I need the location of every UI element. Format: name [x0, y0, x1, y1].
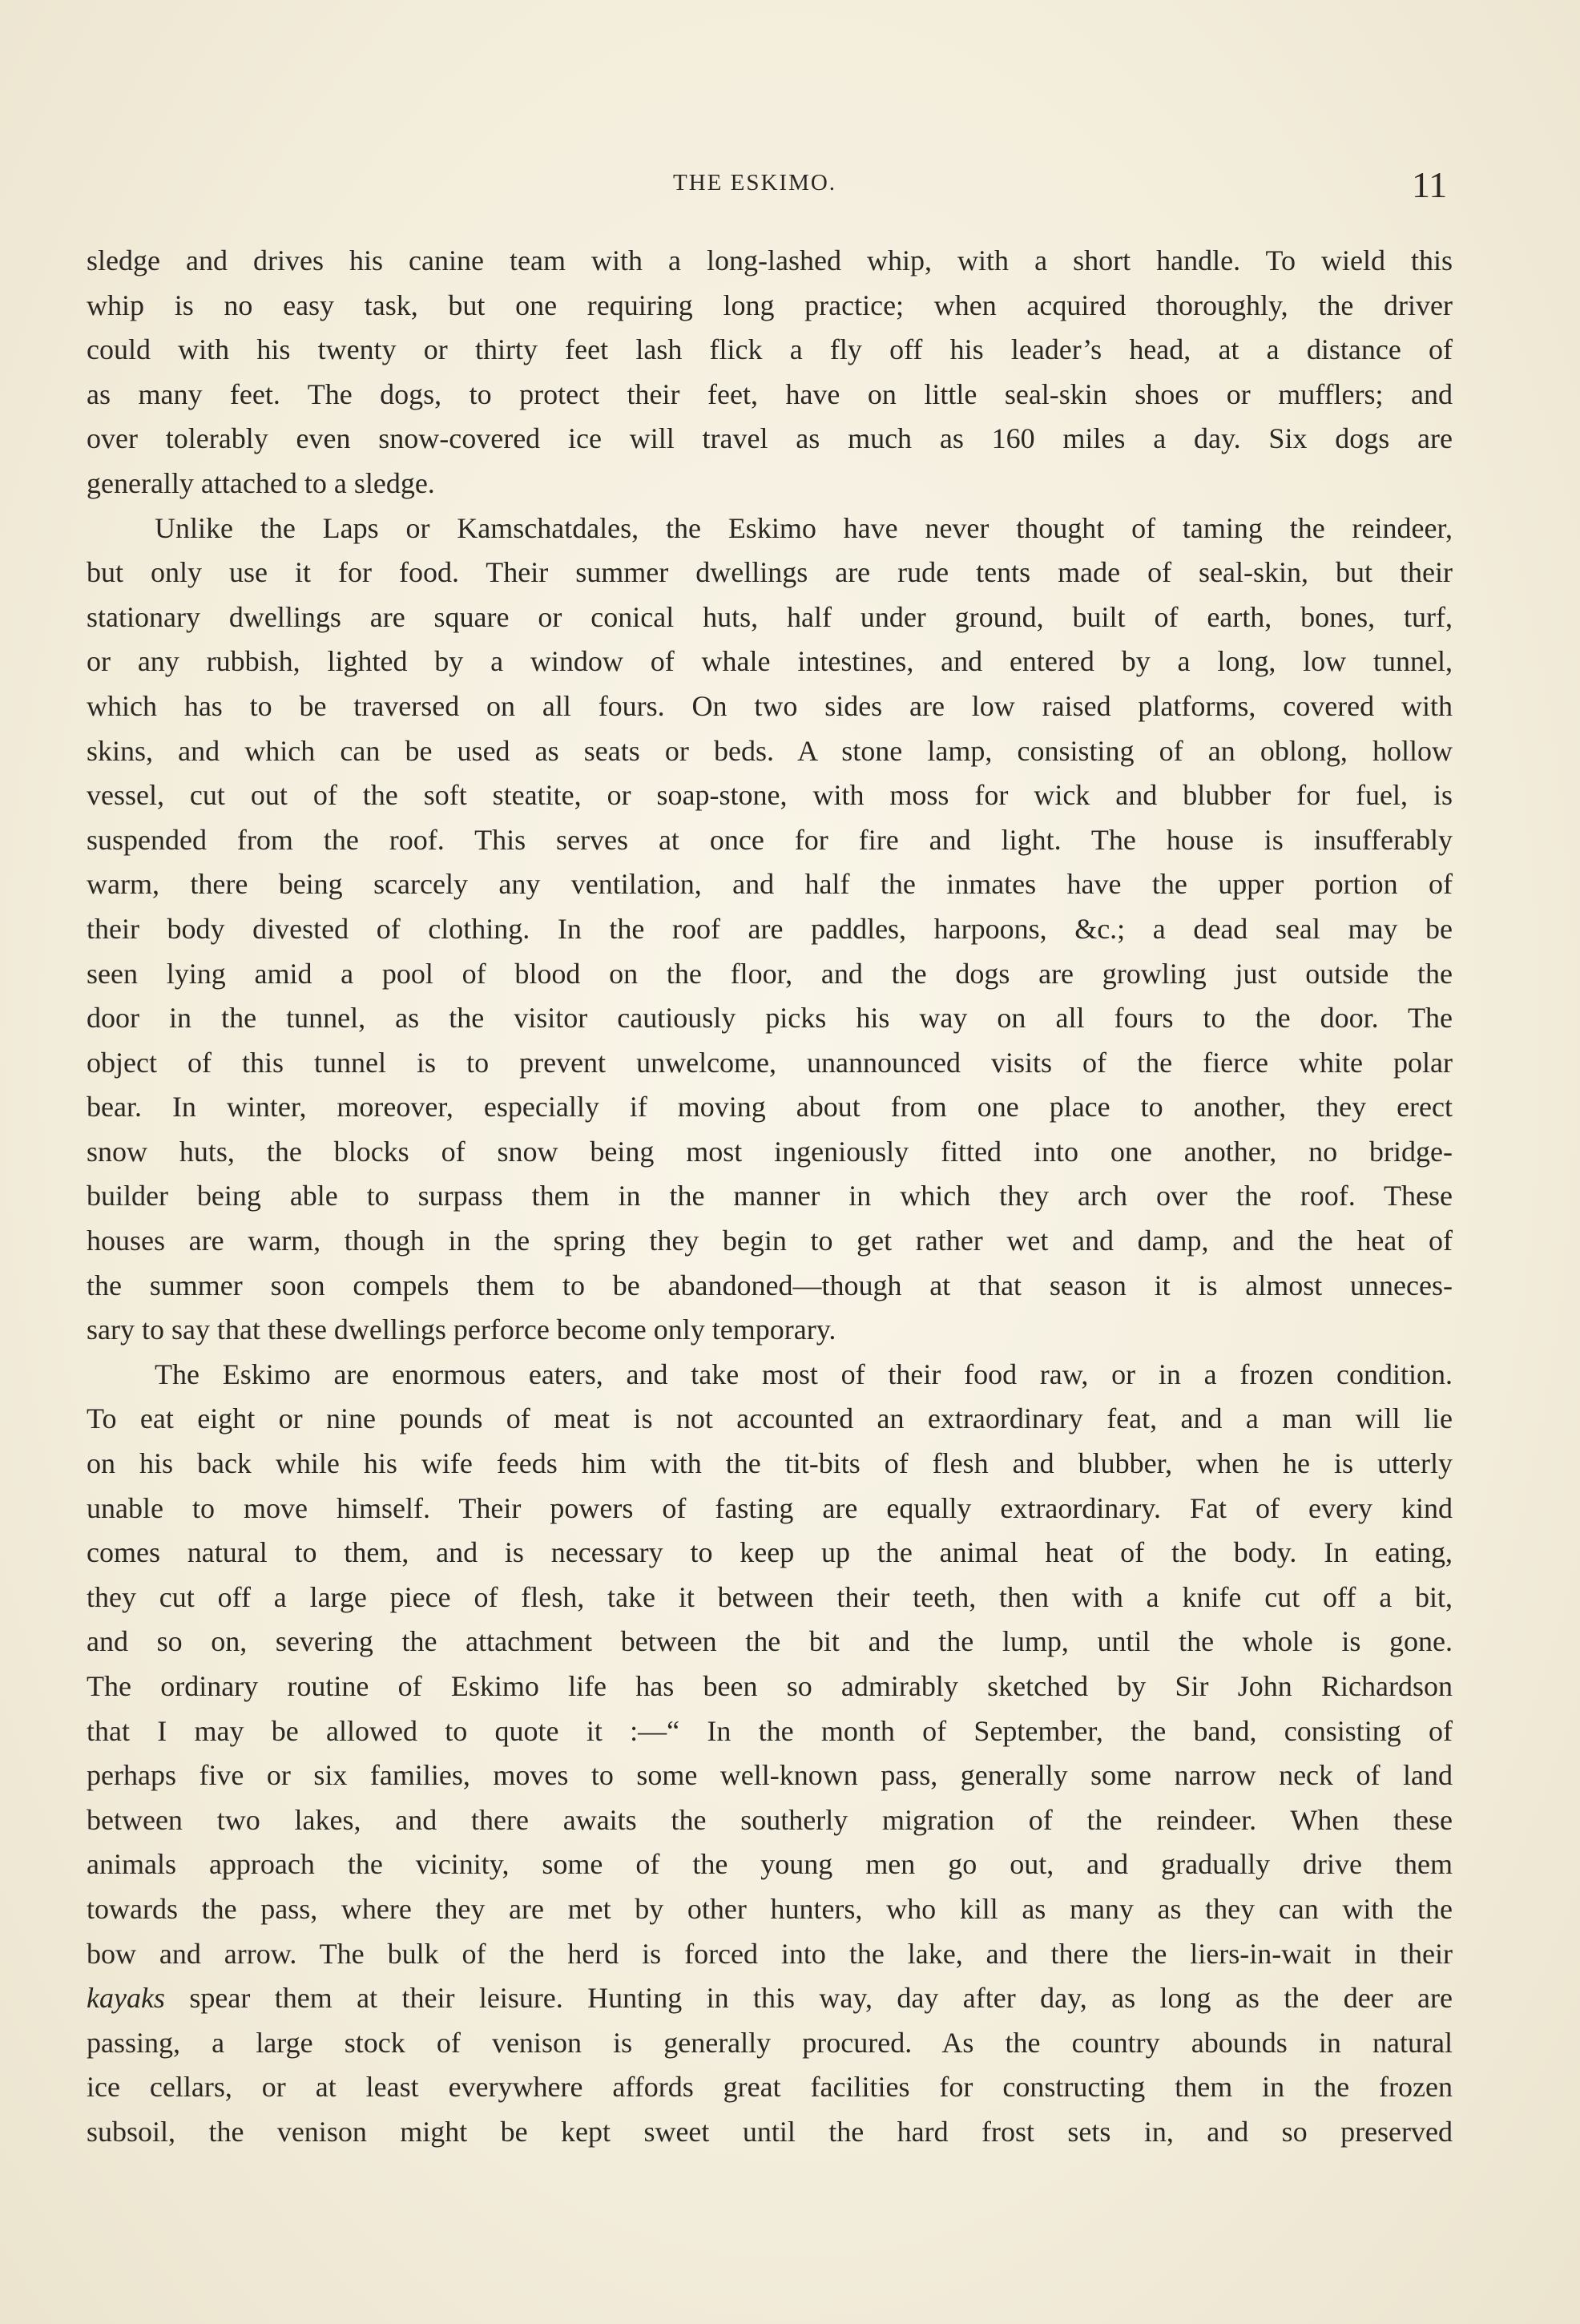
text-line: warm, there being scarcely any ventilation, and half the inmates have the upper portion of [87, 868, 1453, 901]
text-line: door in the tunnel, as the visitor cautiously picks his way on all fours to the door. The [87, 1002, 1453, 1035]
text-line: unable to move himself. Their powers of fasting are equally extraordinary. Fat of every kind [87, 1491, 1453, 1524]
text-line: and so on, severing the attachment between the bit and the lump, until the whole is gone. [87, 1625, 1453, 1658]
text-line: sledge and drives his canine team with a long-lashed whip, with a short handle. To wield this [87, 244, 1453, 276]
text-line: the summer soon compels them to be abandoned—though at that season it is almost unneces- [87, 1269, 1453, 1301]
text-line: sary to say that these dwellings perforce become only temporary. [87, 1313, 836, 1346]
text-line: subsoil, the venison might be kept sweet until the hard frost sets in, and so preserved [87, 2115, 1453, 2148]
text-line: passing, a large stock of venison is generally procured. As the country abounds in natural [87, 2026, 1453, 2059]
text-line: skins, and which can be used as seats or beds. A stone lamp, consisting of an oblong, hollow [87, 734, 1453, 767]
text-line: houses are warm, though in the spring they begin to get rather wet and damp, and the heat of [87, 1225, 1453, 1257]
text-line [87, 1976, 1453, 2021]
text-line: over tolerably even snow-covered ice will travel as much as 160 miles a day. Six dogs are [87, 422, 1453, 455]
text-line: suspended from the roof. This serves at once for fire and light. The house is insufferably [87, 823, 1453, 856]
text-line: their body divested of clothing. In the roof are paddles, harpoons, &c.; a dead seal may be [87, 912, 1453, 945]
text-line: comes natural to them, and is necessary to keep up the animal heat of the body. In eating, [87, 1536, 1453, 1569]
text-line: ice cellars, or at least everywhere affords great facilities for constructing them in the frozen [87, 2071, 1453, 2104]
text-line: which has to be traversed on all fours. On two sides are low raised platforms, covered with [87, 689, 1453, 722]
text-line: or any rubbish, lighted by a window of whale intestines, and entered by a long, low tunnel, [87, 645, 1453, 678]
running-head [0, 164, 1580, 207]
text-line: but only use it for food. Their summer dwellings are rude tents made of seal-skin, but their [87, 556, 1453, 589]
text-line: stationary dwellings are square or conical huts, half under ground, built of earth, bones, turf, [87, 600, 1453, 633]
text-line: that I may be allowed to quote it :—“ In the month of September, the band, consisting of [87, 1714, 1453, 1747]
paragraph-first-line: The Eskimo are enormous eaters, and take most of their food raw, or in a frozen condition. [155, 1358, 1453, 1390]
text-line: as many feet. The dogs, to protect their feet, have on little seal-skin shoes or mufflers; and [87, 377, 1453, 410]
text-fragment: spear them at their leisure. Hunting in this way, day after day, as long as the deer are [189, 1982, 1453, 2015]
text-line: snow huts, the blocks of snow being most ingeniously fitted into one another, no bridge- [87, 1135, 1453, 1168]
text-line: To eat eight or nine pounds of meat is not accounted an extraordinary feat, and a man will lie [87, 1402, 1453, 1435]
text-line: could with his twenty or thirty feet lash flick a fly off his leader’s head, at a distance of [87, 333, 1453, 366]
text-line: towards the pass, where they are met by other hunters, who kill as many as they can with the [87, 1892, 1453, 1925]
text-line: builder being able to surpass them in the manner in which they arch over the roof. These [87, 1180, 1453, 1212]
text-line: generally attached to a sledge. [87, 466, 435, 499]
text-line: seen lying amid a pool of blood on the floor, and the dogs are growling just outside the [87, 957, 1453, 990]
text-line: bow and arrow. The bulk of the herd is forced into the lake, and there the liers-in-wait in their [87, 1937, 1453, 1970]
text-line: animals approach the vicinity, some of the young men go out, and gradually drive them [87, 1848, 1453, 1881]
text-line: vessel, cut out of the soft steatite, or soap-stone, with moss for wick and blubber for fuel, is [87, 779, 1453, 812]
paragraph-first-line: Unlike the Laps or Kamschatdales, the Eskimo have never thought of taming the reindeer, [155, 511, 1453, 544]
text-line: whip is no easy task, but one requiring long practice; when acquired thoroughly, the driver [87, 288, 1453, 321]
body-text [87, 239, 1453, 2155]
text-line: bear. In winter, moreover, especially if moving about from one place to another, they erect [87, 1091, 1453, 1124]
text-line: on his back while his wife feeds him with the tit-bits of flesh and blubber, when he is utterly [87, 1447, 1453, 1480]
page-number: 11 [1412, 164, 1448, 205]
text-line: perhaps five or six families, moves to some well-known pass, generally some narrow neck of land [87, 1759, 1453, 1792]
italic-word: kayaks [87, 1982, 165, 2015]
text-line: they cut off a large piece of flesh, take it between their teeth, then with a knife cut off a bit, [87, 1580, 1453, 1613]
running-title: THE ESKIMO. [673, 170, 837, 196]
text-line: The ordinary routine of Eskimo life has been so admirably sketched by Sir John Richardson [87, 1670, 1453, 1702]
text-line: between two lakes, and there awaits the southerly migration of the reindeer. When these [87, 1803, 1453, 1836]
text-line: object of this tunnel is to prevent unwelcome, unannounced visits of the fierce white polar [87, 1046, 1453, 1079]
